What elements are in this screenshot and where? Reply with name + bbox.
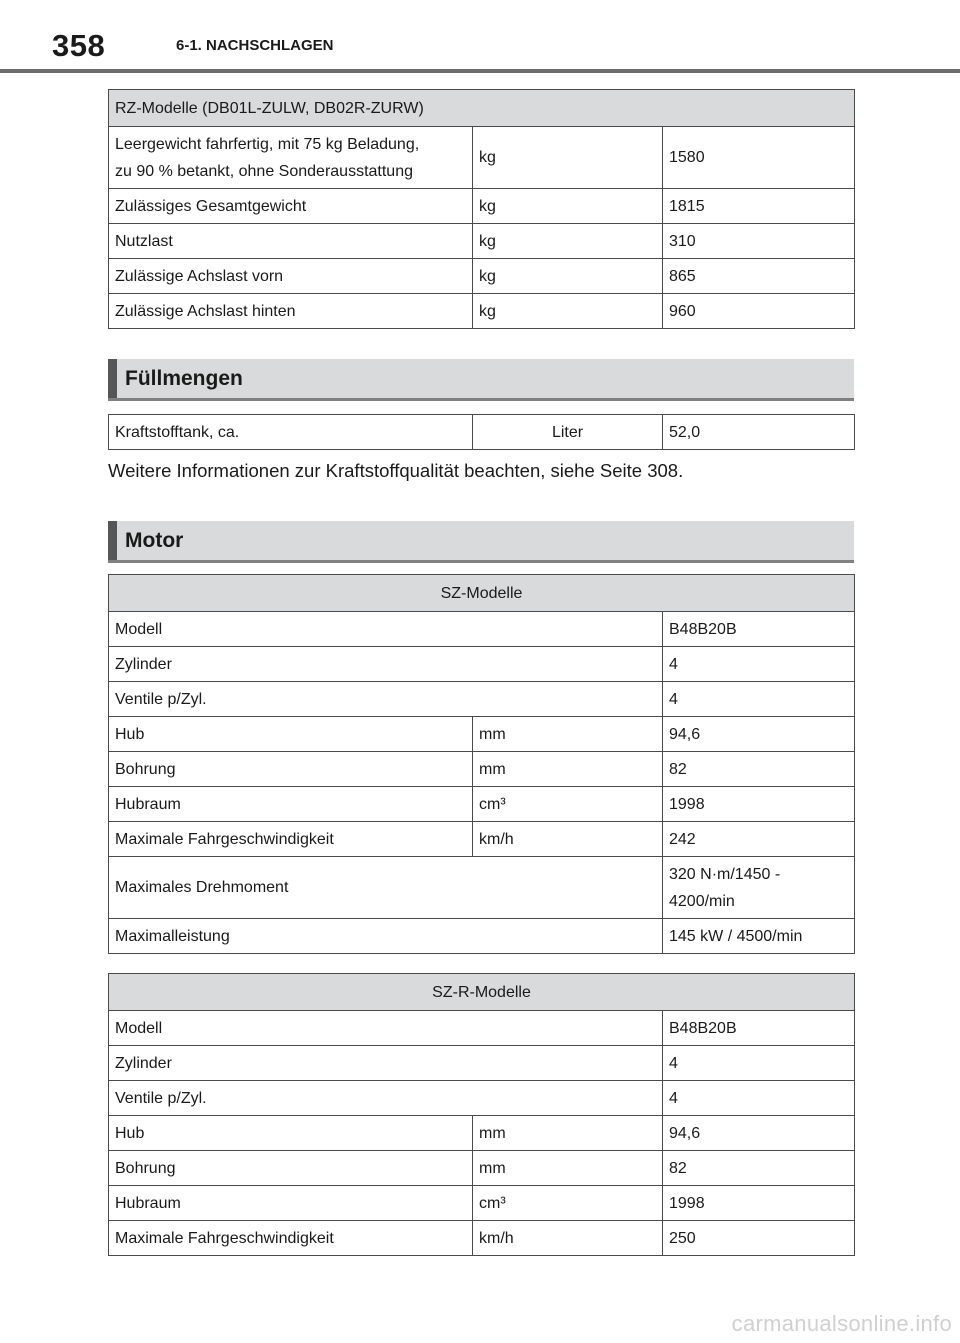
table-row [109,1116,855,1151]
row-label: Maximales Drehmoment [109,857,663,919]
table-row [109,415,855,450]
table-header-row [109,90,855,127]
row-unit: mm [473,1116,663,1151]
table-row [109,127,855,189]
table-row [109,857,855,919]
row-label: Ventile p/Zyl. [109,1081,663,1116]
row-label: Zylinder [109,1046,663,1081]
row-value: 960 [663,294,855,329]
row-label: Bohrung [109,752,473,787]
table-row [109,1046,855,1081]
section-label: 6-1. NACHSCHLAGEN [176,37,334,54]
row-label: Hubraum [109,787,473,822]
row-label: Nutzlast [109,224,473,259]
table-row [109,1221,855,1256]
row-value: 865 [663,259,855,294]
row-unit: kg [473,259,663,294]
row-unit: cm³ [473,1186,663,1221]
fuel-quality-note: Weitere Informationen zur Kraftstoffqualität beachten, siehe Seite 308. [108,460,684,481]
row-value: 1998 [663,1186,855,1221]
row-unit: Liter [473,415,663,450]
row-label: Hub [109,1116,473,1151]
row-value: 94,6 [663,717,855,752]
row-label-line: Leergewicht fahrfertig, mit 75 kg Beladung, [115,135,420,153]
row-value [663,857,855,919]
row-unit: kg [473,294,663,329]
row-value: 4 [663,682,855,717]
watermark: carmanualsonline.info [731,1311,952,1336]
table-row [109,1186,855,1221]
table-row [109,1151,855,1186]
row-label: Zulässige Achslast hinten [109,294,473,329]
row-label: Bohrung [109,1151,473,1186]
table-row [109,1011,855,1046]
section-heading-motor [108,521,854,563]
table-header-row [109,974,855,1011]
row-label: Zulässiges Gesamtgewicht [109,189,473,224]
row-value: 145 kW / 4500/min [663,919,855,954]
table-row [109,189,855,224]
row-value-line: 4200/min [669,892,735,910]
row-unit: cm³ [473,787,663,822]
row-label: Modell [109,612,663,647]
table-row [109,919,855,954]
table-row [109,787,855,822]
table-row [109,682,855,717]
row-label: Ventile p/Zyl. [109,682,663,717]
row-value: 4 [663,647,855,682]
row-value: 82 [663,752,855,787]
table-title: SZ-Modelle [109,575,855,612]
row-value: 52,0 [663,415,855,450]
sz-engine-table [108,574,855,954]
row-label: Maximalleistung [109,919,663,954]
table-title: SZ-R-Modelle [109,974,855,1011]
row-value-line: 320 N·m/1450 - [669,865,781,883]
row-value: 4 [663,1046,855,1081]
row-label: Modell [109,1011,663,1046]
page-number: 358 [52,28,106,63]
table-row [109,822,855,857]
row-label: Zylinder [109,647,663,682]
section-heading-title: Füllmengen [125,367,243,390]
table-row [109,717,855,752]
table-row [109,1081,855,1116]
row-label: Hub [109,717,473,752]
row-unit: km/h [473,1221,663,1256]
row-unit: mm [473,1151,663,1186]
fuel-table [108,414,855,450]
heading-accent-bar [108,521,117,560]
row-value: 310 [663,224,855,259]
section-heading-title: Motor [125,529,184,552]
row-label [109,127,473,189]
row-value: 1580 [663,127,855,189]
row-label: Hubraum [109,1186,473,1221]
table-header-row [109,575,855,612]
row-value: B48B20B [663,1011,855,1046]
table-title: RZ-Modelle (DB01L-ZULW, DB02R-ZURW) [109,90,855,127]
row-unit: kg [473,224,663,259]
row-value: 94,6 [663,1116,855,1151]
row-value: 250 [663,1221,855,1256]
row-unit: mm [473,752,663,787]
table-row [109,259,855,294]
row-label: Maximale Fahrgeschwindigkeit [109,822,473,857]
table-row [109,612,855,647]
row-label-line: zu 90 % betankt, ohne Sonderausstattung [115,162,413,180]
page-header [0,0,960,74]
row-label: Maximale Fahrgeschwindigkeit [109,1221,473,1256]
table-row [109,752,855,787]
row-label: Kraftstofftank, ca. [109,415,473,450]
row-value: 82 [663,1151,855,1186]
row-unit: kg [473,127,663,189]
szr-engine-table [108,973,855,1256]
row-value: B48B20B [663,612,855,647]
header-rule [0,69,960,73]
row-unit: km/h [473,822,663,857]
weights-table [108,89,855,329]
row-unit: kg [473,189,663,224]
table-row [109,224,855,259]
row-value: 242 [663,822,855,857]
row-label: Zulässige Achslast vorn [109,259,473,294]
row-value: 4 [663,1081,855,1116]
section-heading-fuellmengen [108,359,854,401]
table-row [109,294,855,329]
row-value: 1815 [663,189,855,224]
row-value: 1998 [663,787,855,822]
heading-accent-bar [108,359,117,398]
row-unit: mm [473,717,663,752]
table-row [109,647,855,682]
